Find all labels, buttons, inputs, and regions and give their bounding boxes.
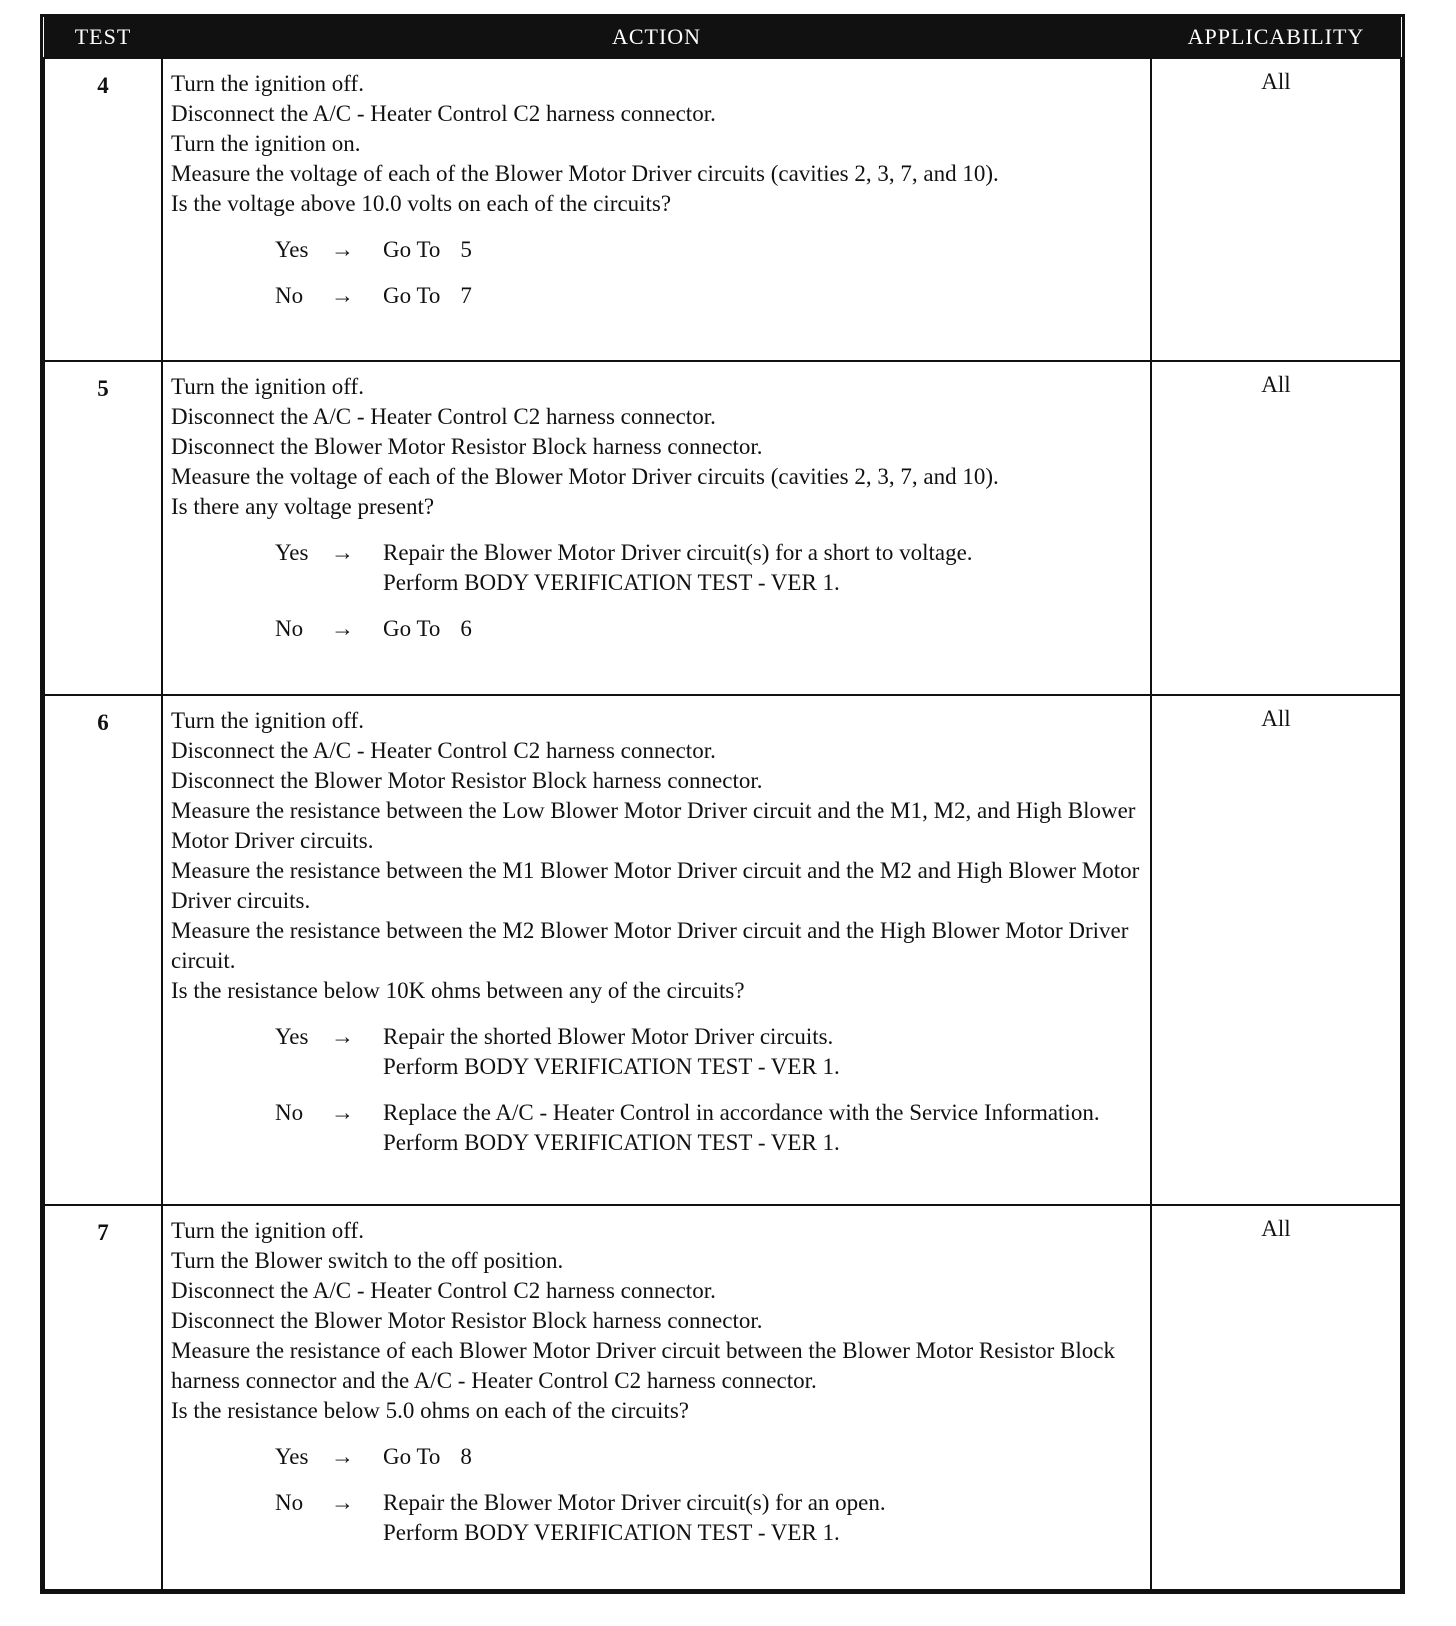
- action-cell: [162, 361, 1151, 695]
- outcome-no: [275, 1098, 1144, 1158]
- outcome-result: [383, 235, 1144, 265]
- outcome-label: No: [275, 1489, 304, 1515]
- result-line: Perform BODY VERIFICATION TEST - VER 1.: [383, 570, 840, 596]
- diagnostic-table-sheet: [40, 14, 1405, 1594]
- header-action: ACTION: [162, 17, 1151, 58]
- applicability-cell: All: [1151, 58, 1401, 361]
- arrow-right-icon: →: [331, 540, 354, 566]
- result-line: Repair the Blower Motor Driver circuit(s) for an open.: [383, 1489, 886, 1515]
- applicability-cell: All: [1151, 361, 1401, 695]
- outcome-result: [383, 1022, 1144, 1082]
- goto-text: Go To: [383, 616, 441, 642]
- action-step: Disconnect the A/C - Heater Control C2 harness connector.: [171, 1277, 716, 1303]
- outcome-yes: [275, 538, 1144, 598]
- outcome-yes: [275, 1442, 1144, 1472]
- result-line: Repair the shorted Blower Motor Driver circuits.: [383, 1024, 834, 1050]
- arrow-right-icon: →: [331, 283, 354, 308]
- test-row-4: [44, 58, 1401, 361]
- outcome-result: [383, 1442, 1144, 1472]
- test-number: 4: [44, 58, 162, 361]
- outcome-label: No: [275, 283, 304, 308]
- outcome-no: [275, 281, 1144, 311]
- result-line: Perform BODY VERIFICATION TEST - VER 1.: [383, 1054, 840, 1080]
- arrow-right-icon: →: [331, 1100, 354, 1126]
- goto-number: 6: [460, 616, 472, 642]
- outcome-label: Yes: [275, 1024, 309, 1050]
- goto-text: Go To: [383, 1443, 441, 1469]
- action-step: Turn the ignition on.: [171, 131, 361, 156]
- action-step: Turn the ignition off.: [171, 374, 364, 400]
- action-step: Turn the ignition off.: [171, 71, 364, 96]
- action-cell: [162, 1205, 1151, 1590]
- header-test: TEST: [44, 17, 162, 58]
- outcome-label: Yes: [275, 1443, 309, 1469]
- action-step: Measure the resistance between the M2 Blower Motor Driver circuit and the High Blower Motor Driver circuit.: [171, 918, 1129, 974]
- outcome-yes: [275, 235, 1144, 265]
- action-step: Disconnect the Blower Motor Resistor Block harness connector.: [171, 434, 763, 460]
- action-step: Disconnect the A/C - Heater Control C2 harness connector.: [171, 738, 716, 764]
- arrow-right-icon: →: [331, 1443, 354, 1469]
- action-question: Is the resistance below 5.0 ohms on each of the circuits?: [171, 1397, 689, 1423]
- action-step: Measure the resistance between the M1 Blower Motor Driver circuit and the M2 and High Blower Motor Driver circuits.: [171, 858, 1140, 914]
- test-row-6: [44, 695, 1401, 1205]
- action-step: Disconnect the Blower Motor Resistor Block harness connector.: [171, 1307, 763, 1333]
- goto-number: 8: [460, 1443, 472, 1469]
- outcome-result: [383, 538, 1144, 598]
- action-step: Measure the resistance of each Blower Motor Driver circuit between the Blower Motor Resistor Block harness connector and the A/C - Heater Control C2 harness connector.: [171, 1337, 1115, 1393]
- arrow-right-icon: →: [331, 616, 354, 642]
- arrow-right-icon: →: [331, 237, 354, 262]
- outcome-label: Yes: [275, 540, 309, 566]
- action-step: Measure the resistance between the Low Blower Motor Driver circuit and the M1, M2, and High Blower Motor Driver circuits.: [171, 798, 1136, 854]
- test-row-5: [44, 361, 1401, 695]
- action-step: Turn the ignition off.: [171, 708, 364, 734]
- result-line: Replace the A/C - Heater Control in accordance with the Service Information.: [383, 1100, 1100, 1126]
- test-number: 5: [44, 361, 162, 695]
- outcome-label: Yes: [275, 237, 309, 262]
- outcome-yes: [275, 1022, 1144, 1082]
- outcome-no: [275, 614, 1144, 644]
- arrow-right-icon: →: [331, 1489, 354, 1515]
- table-header-row: [44, 17, 1401, 58]
- outcome-label: No: [275, 1100, 304, 1126]
- action-question: Is the voltage above 10.0 volts on each of the circuits?: [171, 191, 672, 216]
- result-line: Perform BODY VERIFICATION TEST - VER 1.: [383, 1130, 840, 1156]
- outcome-result: [383, 1488, 1144, 1548]
- test-number: 7: [44, 1205, 162, 1590]
- goto-number: 7: [460, 283, 472, 308]
- header-applicability: APPLICABILITY: [1151, 17, 1401, 58]
- applicability-cell: All: [1151, 1205, 1401, 1590]
- action-question: Is the resistance below 10K ohms between any of the circuits?: [171, 978, 745, 1004]
- diagnostic-table: [43, 17, 1402, 1591]
- action-step: Measure the voltage of each of the Blower Motor Driver circuits (cavities 2, 3, 7, and 10).: [171, 161, 999, 186]
- action-step: Turn the ignition off.: [171, 1217, 364, 1243]
- goto-text: Go To: [383, 237, 441, 262]
- action-step: Disconnect the A/C - Heater Control C2 harness connector.: [171, 404, 716, 430]
- applicability-cell: All: [1151, 695, 1401, 1205]
- outcome-no: [275, 1488, 1144, 1548]
- action-cell: [162, 695, 1151, 1205]
- outcome-label: No: [275, 616, 304, 642]
- outcome-result: [383, 1098, 1144, 1158]
- result-line: Perform BODY VERIFICATION TEST - VER 1.: [383, 1519, 840, 1545]
- test-row-7: [44, 1205, 1401, 1590]
- goto-number: 5: [460, 237, 472, 262]
- action-step: Disconnect the Blower Motor Resistor Block harness connector.: [171, 768, 763, 794]
- result-line: Repair the Blower Motor Driver circuit(s) for a short to voltage.: [383, 540, 973, 566]
- outcome-result: [383, 281, 1144, 311]
- test-number: 6: [44, 695, 162, 1205]
- goto-text: Go To: [383, 283, 441, 308]
- outcome-result: [383, 614, 1144, 644]
- action-cell: [162, 58, 1151, 361]
- action-step: Disconnect the A/C - Heater Control C2 harness connector.: [171, 101, 716, 126]
- arrow-right-icon: →: [331, 1024, 354, 1050]
- action-step: Measure the voltage of each of the Blower Motor Driver circuits (cavities 2, 3, 7, and 10).: [171, 464, 999, 490]
- action-question: Is there any voltage present?: [171, 494, 435, 520]
- action-step: Turn the Blower switch to the off position.: [171, 1247, 564, 1273]
